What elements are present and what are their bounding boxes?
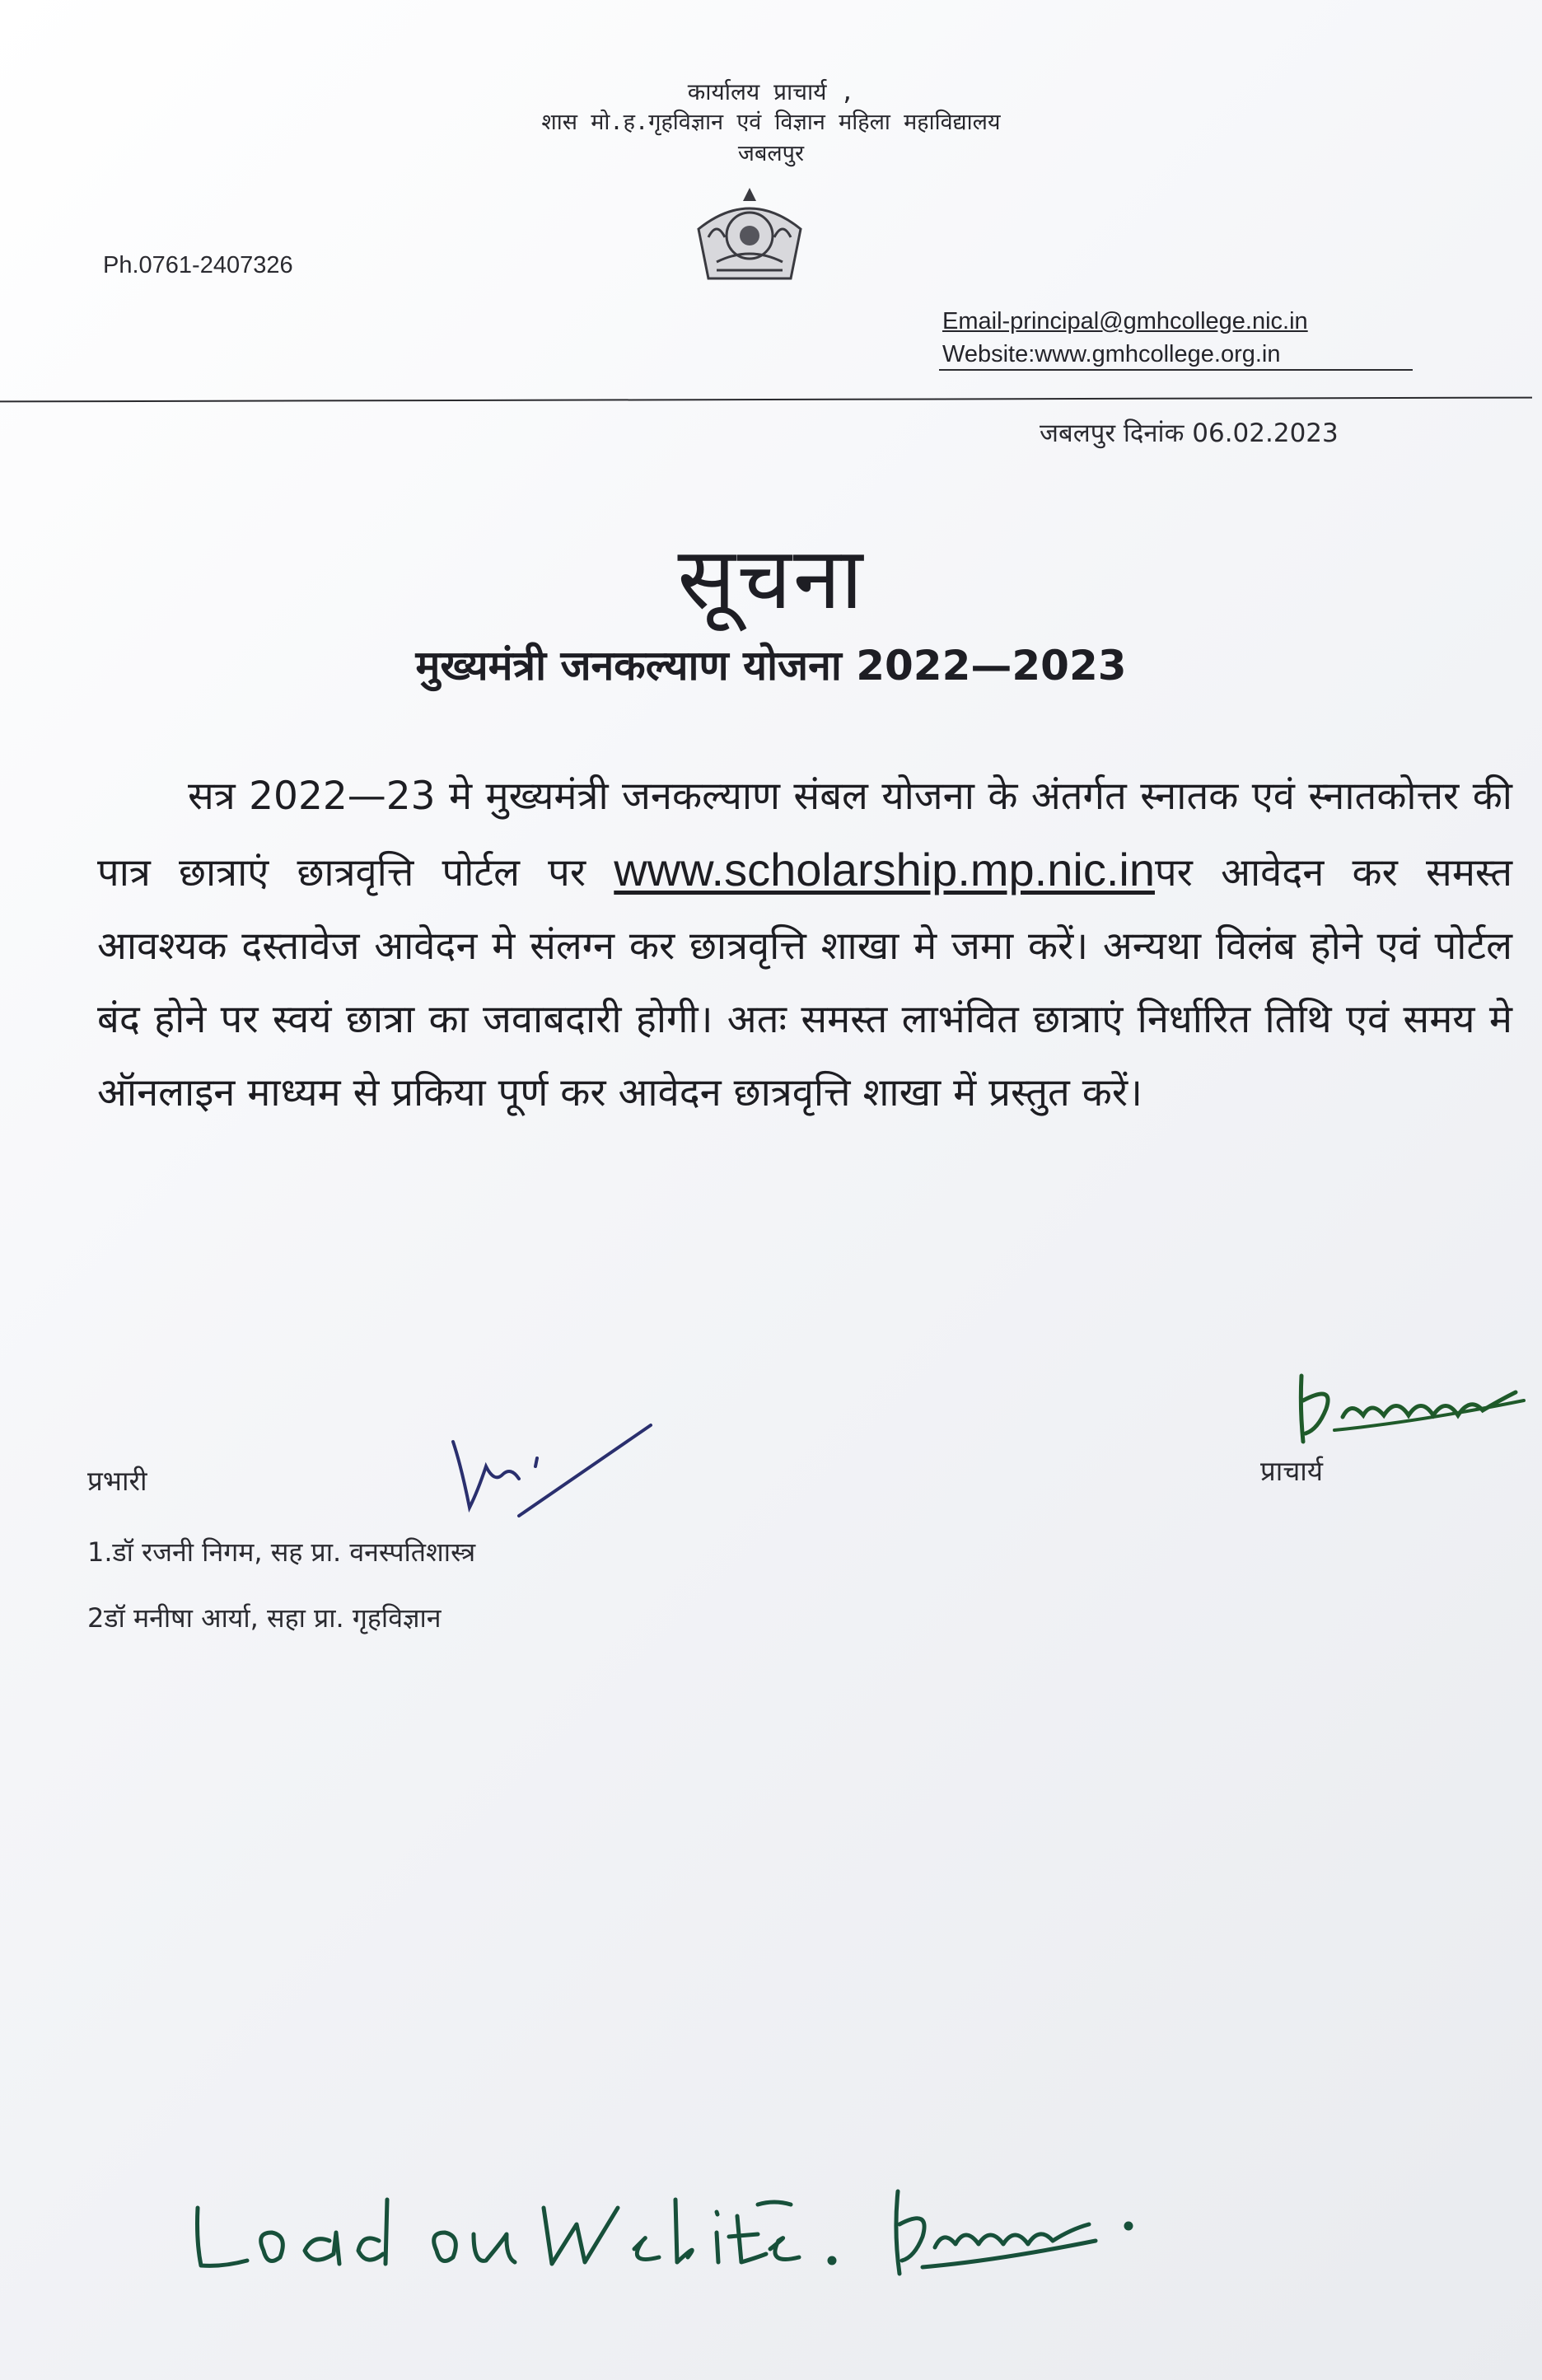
college-name: शास मो.ह.गृहविज्ञान एवं विज्ञान महिला महाविद्यालय [541, 110, 1001, 135]
notice-body [97, 760, 1512, 1129]
incharge-member-1: 1.डॉ रजनी निगम, सह प्रा. वनस्पतिशास्त्र [87, 1536, 476, 1568]
website-link[interactable]: Website:www.gmhcollege.org.in [942, 341, 1281, 367]
college-city: जबलपुर [737, 141, 805, 166]
handwritten-note [189, 2175, 1178, 2290]
scholarship-portal-link[interactable]: www.scholarship.mp.nic.in [614, 844, 1155, 895]
office-heading: कार्यालय प्राचार्य , [687, 78, 855, 105]
notice-body-part-1: सत्र 2022—23 मे मुख्यमंत्री जनकल्याण संबल योजना के अंतर्गत स्नातक एवं स्नातकोत्तर की पात्र छात्राएं छात्रवृत्ति पोर्टल पर [97, 774, 1512, 895]
principal-signature [1285, 1351, 1532, 1458]
incharge-label: प्रभारी [87, 1465, 147, 1497]
scheme-title: मुख्यमंत्री जनकल्याण योजना 2022—2023 [415, 642, 1127, 690]
email-link[interactable]: Email-principal@gmhcollege.nic.in [942, 308, 1308, 334]
state-emblem-icon [692, 180, 807, 287]
notice-body-part-2: पर आवेदन कर समस्त आवश्यक दस्तावेज आवेदन मे संलग्न कर छात्रवृत्ति शाखा मे जमा करें। अन्यथा विलंब होने एवं पोर्टल बंद होने पर स्वयं छात्रा का जवाबदारी होगी। अतः समस्त लाभंवित छात्राएं निर्धारित तिथि एवं समय मे ऑनलाइन माध्यम से प्रकिया पूर्ण कर आवेदन छात्रवृत्ति शाखा में प्रस्तुत करें। [97, 850, 1512, 1115]
notice-date: जबलपुर दिनांक 06.02.2023 [1040, 418, 1339, 448]
incharge-member-2: 2डॉ मनीषा आर्या, सहा प्रा. गृहविज्ञान [87, 1602, 442, 1634]
incharge-signature [445, 1417, 659, 1532]
notice-title: सूचना [677, 528, 865, 629]
phone-number: Ph.0761-2407326 [103, 252, 293, 278]
letterhead-divider [0, 397, 1532, 403]
contact-divider [939, 369, 1413, 371]
principal-label: प्राचार्य [1260, 1455, 1323, 1487]
